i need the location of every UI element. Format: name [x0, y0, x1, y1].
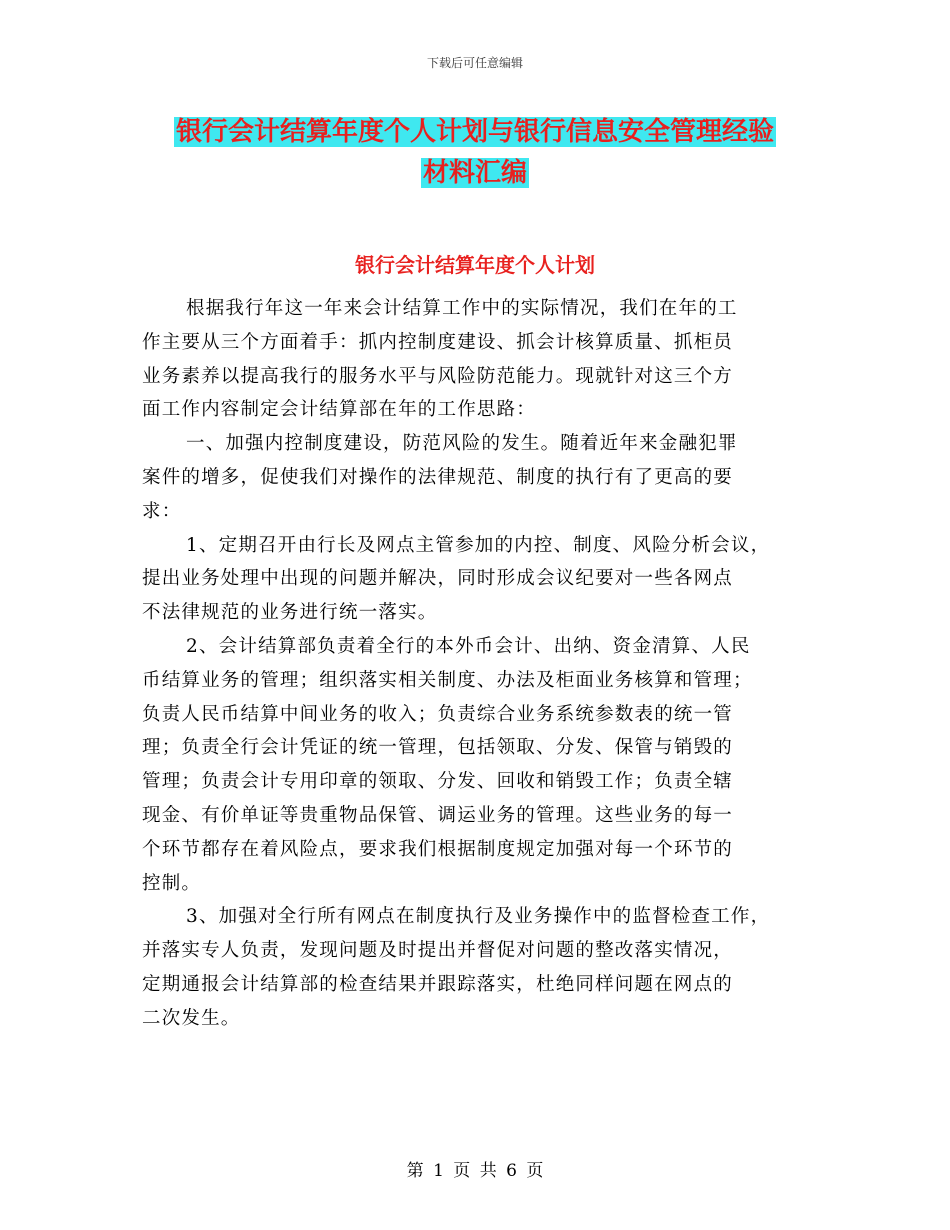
body-line: 提出业务处理中出现的问题并解决，同时形成会议纪要对一些各网点 [142, 568, 734, 590]
body-line: 现金、有价单证等贵重物品保管、调运业务的管理。这些业务的每一 [142, 804, 734, 826]
body-line: 定期通报会计结算部的检查结果并跟踪落实，杜绝同样问题在网点的 [142, 973, 734, 995]
body-line: 根据我行年这一年来会计结算工作中的实际情况，我们在年的工 [186, 298, 738, 319]
header-note: 下载后可任意编辑 [426, 56, 523, 70]
title-line-1-text: 银行会计结算年度个人计划与银行信息安全管理经验 [175, 117, 774, 147]
body-line: 管理；负责会计专用印章的领取、分发、回收和销毁工作；负责全辖 [142, 771, 734, 793]
body-line: 求： [142, 500, 182, 522]
body-line: 1、定期召开由行长及网点主管参加的内控、制度、风险分析会议， [186, 534, 771, 556]
body-line: 业务素养以提高我行的服务水平与风险防范能力。现就针对这三个方 [142, 365, 734, 387]
body-line: 个环节都存在着风险点，要求我们根据制度规定加强对每一个环节的 [142, 838, 734, 860]
body-line: 不法律规范的业务进行统一落实。 [142, 602, 438, 624]
body-line: 币结算业务的管理；组织落实相关制度、办法及柜面业务核算和管理； [142, 669, 753, 691]
body-line: 案件的增多，促使我们对操作的法律规范、制度的执行有了更高的要 [142, 466, 734, 488]
body-line: 理；负责全行会计凭证的统一管理，包括领取、分发、保管与销毁的 [142, 737, 734, 759]
body-line: 2、会计结算部负责着全行的本外币会计、出纳、资金清算、人民 [186, 635, 751, 657]
body-line: 面工作内容制定会计结算部在年的工作思路： [142, 399, 537, 421]
body-text [142, 292, 822, 1036]
page-footer: 第 1 页 共 6 页 [406, 1161, 544, 1181]
body-line: 并落实专人负责，发现问题及时提出并督促对问题的整改落实情况， [142, 940, 734, 962]
section-title: 银行会计结算年度个人计划 [355, 253, 595, 277]
body-line: 控制。 [142, 872, 202, 894]
body-line: 3、加强对全行所有网点在制度执行及业务操作中的监督检查工作， [186, 906, 771, 928]
body-line: 作主要从三个方面着手：抓内控制度建设、抓会计核算质量、抓柜员 [142, 331, 734, 353]
body-line: 负责人民币结算中间业务的收入；负责综合业务系统参数表的统一管 [142, 703, 734, 725]
document-title-line-1 [0, 112, 950, 152]
body-line: 二次发生。 [142, 1007, 241, 1029]
body-line: 一、加强内控制度建设，防范风险的发生。随着近年来金融犯罪 [186, 433, 738, 455]
document-title-line-2 [0, 153, 950, 193]
title-line-2-text: 材料汇编 [422, 158, 527, 188]
